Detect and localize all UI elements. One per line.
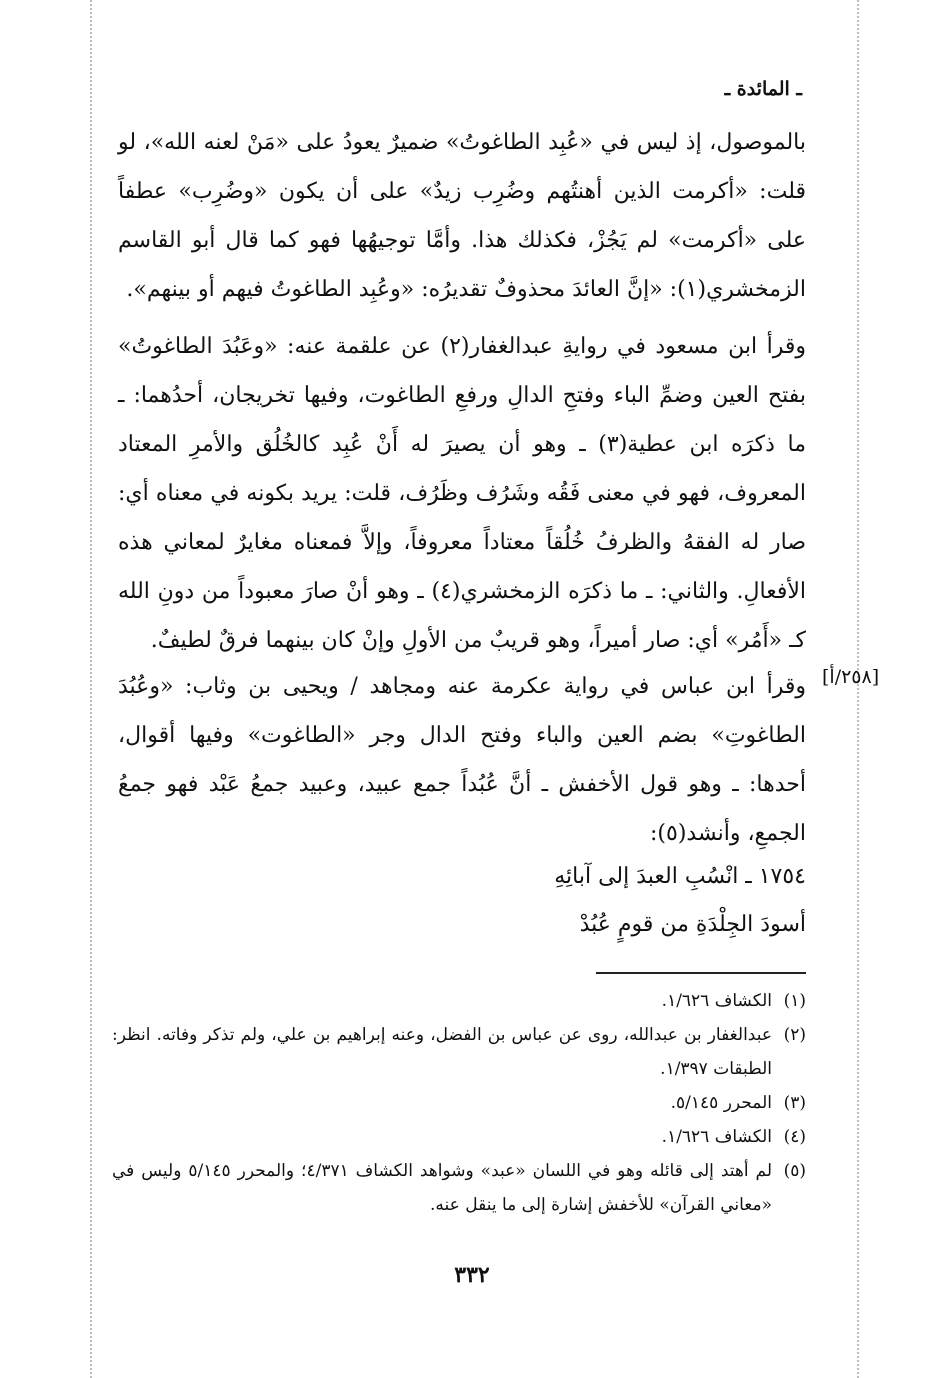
footnotes bbox=[112, 984, 806, 1222]
footnote-text: الكشاف ١/٦٢٦. bbox=[661, 1127, 772, 1147]
footnote-text: لم أهتد إلى قائله وهو في اللسان «عبد» وشواهد الكشاف ٤/٣٧١؛ والمحرر ٥/١٤٥ وليس في «معاني القرآن» للأخفش إشارة إلى ما ينقل عنه. bbox=[112, 1161, 773, 1215]
footnote-text: الكشاف ١/٦٢٦. bbox=[661, 991, 772, 1011]
verse-first-hemistich: ١٧٥٤ ـ انْسُبِ العبدَ إلى آبائِهِ bbox=[554, 864, 806, 889]
paragraph-2-text: وقرأ ابن مسعود في روايةِ عبدالغفار(٢) عن علقمة عنه: «وعَبُدَ الطاغوتُ» بفتح العين وضمِّ الباء وفتحِ الدالِ ورفعِ الطاغوت، وفيها تخريجان، أحدُهما: ـ ما ذكرَه ابن عطية(٣) ـ وهو أن يصيرَ له أَنْ عُبِد كالخُلُق والأمرِ المعتاد المعروف، فهو في معنى فَقُه وشَرُف وظَرُف، قلت: يريد بكونه في معناه أي: صار له الفقهُ والظرفُ خُلُقاً معتاداً معروفاً، وإلاَّ فمعناه مغايرٌ لمعاني هذه الأفعالِ. والثاني: ـ ما ذكرَه الزمخشري(٤) ـ وهو أنْ صارَ معبوداً من دونِ الله كـ «أَمُر» أي: صار أميراً، وهو قريبٌ من الأولِ وإنْ كان بينهما فرقٌ لطيفٌ. bbox=[118, 334, 806, 653]
footnote-number: (١) bbox=[783, 991, 806, 1011]
footnote-number: (٣) bbox=[783, 1093, 806, 1113]
paragraph-1 bbox=[118, 118, 806, 314]
paragraph-1-text: بالموصول، إذ ليس في «عُبِد الطاغوتُ» ضميرٌ يعودُ على «مَنْ لعنه الله»، لو قلت: «أكرمت الذين أهنتُهم وضُرِب زيدٌ» على أن يكون «وضُرِب» عطفاً على «أكرمت» لم يَجُزْ، فكذلك هذا. وأمَّا توجيهُها فهو كما قال أبو القاسم الزمخشري(١): «إنَّ العائدَ محذوفٌ تقديرُه: «وعُبِد الطاغوتُ فيهم أو بينهم». bbox=[118, 130, 806, 302]
footnote-text: عبدالغفار بن عبدالله، روى عن عباس بن الفضل، وعنه إبراهيم بن علي، ولم تذكر وفاته. انظر: الطبقات ١/٣٩٧. bbox=[112, 1025, 772, 1079]
footnote-number: (٥) bbox=[783, 1161, 806, 1181]
footnote-number: (٢) bbox=[783, 1025, 806, 1045]
footnote-separator bbox=[596, 972, 806, 974]
footnote-number: (٤) bbox=[783, 1127, 806, 1147]
footnote-1 bbox=[112, 984, 806, 1018]
scan-dotted-margin-left bbox=[90, 0, 92, 1378]
footnote-2 bbox=[112, 1018, 806, 1086]
paragraph-3-text: وقرأ ابن عباس في رواية عكرمة عنه ومجاهد / ويحيى بن وثاب: «وعُبُدَ الطاغوتِ» بضم العين والباء وفتح الدال وجر «الطاغوت» وفيها أقوال، أحدها: ـ وهو قول الأخفش ـ أنَّ عُبُداً جمع عبيد، وعبيد جمعُ عَبْد فهو جمعُ الجمعِ، وأنشد(٥): bbox=[118, 674, 806, 846]
footnote-5 bbox=[112, 1154, 806, 1222]
page-number: ٣٣٢ bbox=[454, 1262, 490, 1288]
footnote-3 bbox=[112, 1086, 806, 1120]
footnote-text: المحرر ٥/١٤٥. bbox=[670, 1093, 772, 1113]
running-header: ـ المائدة ـ bbox=[724, 78, 802, 100]
paragraph-3 bbox=[118, 662, 806, 858]
footnote-4 bbox=[112, 1120, 806, 1154]
scan-dotted-margin-right bbox=[857, 0, 859, 1378]
verse-second-hemistich: أسودَ الجِلْدَةِ من قومٍ عُبُدْ bbox=[579, 912, 806, 937]
manuscript-folio-reference: [٢٥٨/أ] bbox=[822, 666, 880, 688]
paragraph-2 bbox=[118, 322, 806, 665]
